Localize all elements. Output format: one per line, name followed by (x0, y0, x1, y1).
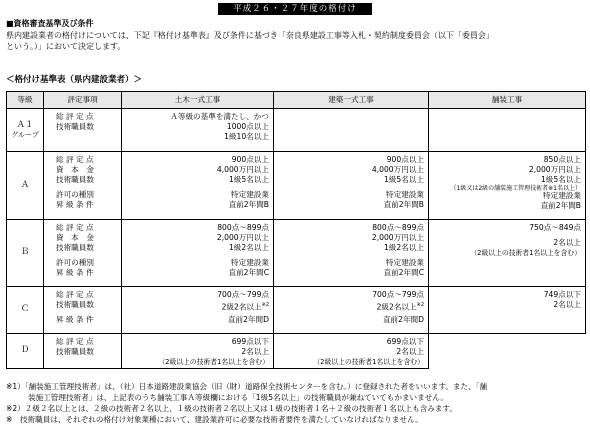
criteria-items (44, 220, 122, 287)
value: 2名以上 (553, 238, 581, 247)
hoso-empty-cell (429, 334, 586, 369)
value: 699点以下 (386, 337, 424, 346)
footnote-mark: ※2 (416, 302, 424, 308)
value-note: （2級以上の技術者1名以上を含む） (470, 249, 581, 257)
intro-text (6, 30, 586, 52)
doboku-cell (122, 152, 274, 220)
value: 699点以下 (231, 337, 269, 346)
value (122, 300, 269, 310)
grade-label: Ａ１ (16, 120, 34, 131)
criteria-item: 総 評 定 点 (56, 223, 94, 232)
criteria-item: 昇 級 条 件 (56, 200, 94, 209)
value: 2名以上 (553, 300, 581, 309)
kenchiku-cell (274, 334, 429, 369)
value: 900点以上 (386, 155, 424, 164)
table-heading: ＜格付け基準表（県内建設業者）＞ (6, 75, 143, 85)
hoso-cell (429, 109, 586, 152)
rating-criteria-table (6, 91, 586, 369)
doboku-cell (122, 287, 274, 334)
criteria-item: 昇 級 条 件 (56, 268, 94, 277)
value: 1級2名以上 (383, 243, 424, 252)
value: 特定建設業 (231, 258, 269, 267)
value: 1000点以上 (226, 122, 269, 131)
value: 800点～899点 (217, 223, 269, 232)
value: 2名以上 (241, 347, 269, 356)
value: 800点～899点 (372, 223, 424, 232)
grade-label: Ｄ (20, 345, 30, 356)
criteria-items (44, 109, 122, 152)
criteria-item: 資 本 金 (56, 233, 94, 242)
criteria-item: 技術職員数 (56, 300, 94, 309)
value: 直前2年間B (540, 201, 581, 210)
footnote: ※1）「舗装施工管理技術者」は、（社）日本道路建設業協会（旧（財）道路保全技術センターを含む。）に登録された者をいいます。また、「舗 (6, 382, 488, 391)
value: 直前2年間C (383, 268, 424, 277)
doboku-cell (122, 220, 274, 287)
value: 4,000万円以上 (216, 165, 269, 174)
value: 特定建設業 (543, 191, 581, 200)
value: 1級5名以上 (540, 175, 581, 184)
value: 直前2年間B (228, 200, 269, 209)
grade-cell (7, 287, 44, 334)
criteria-item: 許可の種別 (56, 258, 94, 267)
criteria-item: 資 本 金 (56, 165, 94, 174)
column-header: 建築一式工事 (274, 92, 429, 109)
value: 2,000万円以上 (216, 233, 269, 242)
grade-label: Ａ (20, 179, 30, 190)
section-heading: ■資格審査基準及び条件 (6, 19, 94, 28)
kenchiku-cell (274, 152, 429, 220)
grade-label: Ｂ (20, 247, 30, 258)
value: 700点～799点 (217, 290, 269, 299)
criteria-items (44, 152, 122, 220)
grade-cell (7, 152, 44, 220)
column-header: 評定事項 (44, 92, 122, 109)
grade-cell (7, 220, 44, 287)
value: 2,000万円以上 (528, 165, 581, 174)
criteria-items (44, 287, 122, 334)
grade-sublabel: グループ (11, 130, 39, 139)
footnote: 装施工管理技術者」は、上記表のうち舗装工事Ａ等級欄における「1級5名以上」の技術職員が兼ねていてもかまいません。 (28, 393, 448, 402)
value: 直前2年間D (382, 315, 424, 324)
kenchiku-cell (274, 109, 429, 152)
footnote: ※2）２級２名以上とは、２級の技術者２名以上、１級の技術者２名以上又は１級の技術者１名＋２級の技術者１名以上も含みます。 (6, 404, 458, 413)
value: 特定建設業 (386, 258, 424, 267)
criteria-item: 技術職員数 (56, 243, 94, 252)
table-row (7, 287, 586, 334)
table-row (7, 334, 586, 369)
grade-label: Ｃ (20, 304, 30, 315)
column-header: 土木一式工事 (122, 92, 274, 109)
value-note: （1級又は2級の舗装施工管理技術者※1名以上） (450, 185, 581, 192)
value (274, 300, 424, 310)
value: Ａ等級の基準を満たし、かつ (170, 112, 269, 121)
grade-cell (7, 334, 44, 369)
footnotes (6, 381, 588, 425)
table-row (7, 152, 586, 220)
footnote-mark: ※2 (261, 302, 269, 308)
value: 特定建設業 (386, 190, 424, 199)
table-header-row (7, 92, 586, 109)
kenchiku-cell (274, 220, 429, 287)
criteria-item: 総 評 定 点 (56, 337, 94, 346)
grade-cell (7, 109, 44, 152)
intro-line: という。）」において決定します。 (6, 42, 126, 51)
value: 2,000万円以上 (371, 233, 424, 242)
value: 特定建設業 (231, 190, 269, 199)
value: 直前2年間D (227, 315, 269, 324)
value: 直前2年間C (228, 268, 269, 277)
value: 4,000万円以上 (371, 165, 424, 174)
page-title: 平成２６・２７年度の格付け (218, 3, 372, 15)
intro-line: 県内建設業者の格付けについては、下記『格付け基準表』及び条件に基づき「奈良県建設工事等入札・契約制度委員会（以下「委員会」 (6, 31, 494, 40)
value: 2名以上 (396, 347, 424, 356)
criteria-item: 昇 級 条 件 (56, 315, 94, 324)
doboku-cell (122, 109, 274, 152)
value: 1級10名以上 (224, 132, 269, 141)
value: 1級2名以上 (228, 243, 269, 252)
value: 750点～849点 (529, 223, 581, 232)
value: 700点～799点 (372, 290, 424, 299)
criteria-item: 総 評 定 点 (56, 290, 94, 299)
doboku-cell (122, 334, 274, 369)
footnote: ※ 技術職員は、それぞれの格付け対象業種において、建設業許可に必要な技術者要件を満たしていなければなりません。 (6, 415, 423, 424)
criteria-items (44, 334, 122, 369)
column-header: 舗装工事 (429, 92, 586, 109)
kenchiku-cell (274, 287, 429, 334)
criteria-item: 技術職員数 (56, 175, 94, 184)
value: 直前2年間B (383, 200, 424, 209)
value: 900点以上 (231, 155, 269, 164)
value-text: 2級2名以上 (376, 302, 417, 312)
column-header: 等級 (7, 92, 44, 109)
criteria-item: 技術職員数 (56, 122, 94, 131)
criteria-item: 許可の種別 (56, 190, 94, 199)
hoso-cell (429, 287, 586, 334)
criteria-item: 技術職員数 (56, 347, 94, 356)
value-note: （2級以上の技術者1名以上を含む） (158, 358, 269, 366)
value: 850点以上 (543, 155, 581, 164)
table-row (7, 109, 586, 152)
value: 1級5名以上 (228, 175, 269, 184)
criteria-item: 総 評 定 点 (56, 155, 94, 164)
value: 1級5名以上 (383, 175, 424, 184)
value-note: （2級以上の技術者1名以上を含む） (313, 358, 424, 366)
hoso-cell (429, 220, 586, 287)
hoso-cell (429, 152, 586, 220)
table-row (7, 220, 586, 287)
criteria-item: 総 評 定 点 (56, 112, 94, 121)
value: 749点以下 (543, 290, 581, 299)
value-text: 2級2名以上 (221, 302, 262, 312)
